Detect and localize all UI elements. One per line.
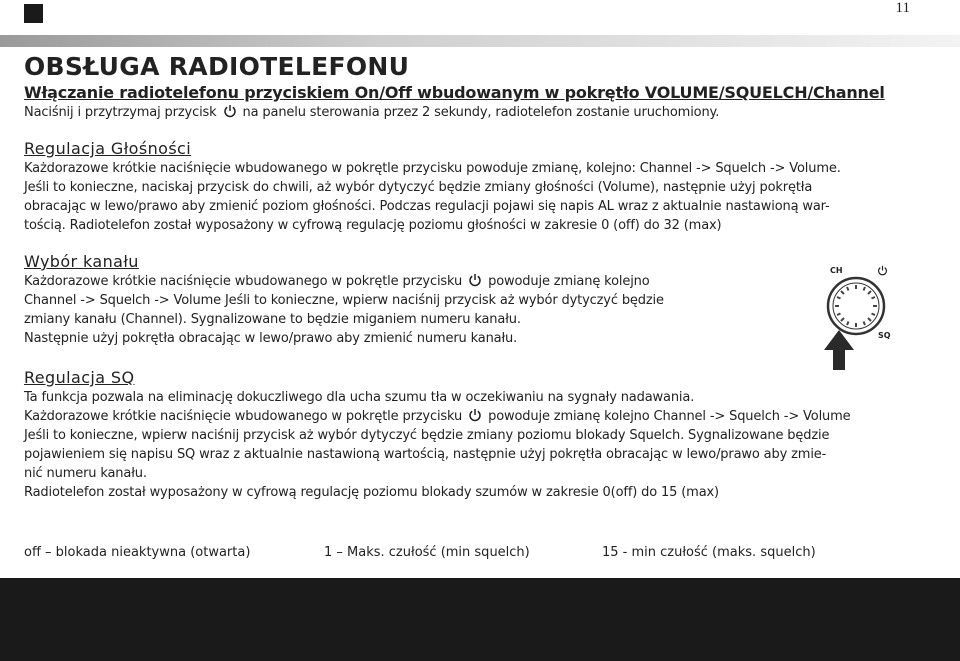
power-icon xyxy=(468,273,482,287)
channel-heading: Wybór kanału xyxy=(24,252,139,271)
sq-line: Radiotelefon został wyposażony w cyfrową regulację poziomu blokady szumów w zakresie 0(off) do 15 (max) xyxy=(24,485,719,500)
footer-bar xyxy=(0,578,960,661)
sq-line: Ta funkcja pozwala na eliminację dokuczliwego dla ucha szumu tła w oczekiwaniu na sygnały nadawania. xyxy=(24,390,695,405)
sq-line: pojawieniem się napisu SQ wraz z aktualnie nastawioną wartością, następnie użyj pokrętła obracając w lewo/prawo aby zmie- xyxy=(24,447,827,462)
corner-marker xyxy=(24,4,43,23)
power-icon xyxy=(468,408,482,422)
page-content xyxy=(24,52,939,502)
sq-line: Jeśli to konieczne, wpierw naciśnij przycisk aż wybór dytyczyć będzie zmiany poziomu blokady Squelch. Sygnalizowane będzie xyxy=(24,428,830,443)
volume-line: Jeśli to konieczne, naciskaj przycisk do chwili, aż wybór dytyczyć będzie zmiany głośności (Volume), następnie użyj pokrętła xyxy=(24,180,813,195)
knob-icon xyxy=(826,276,886,336)
channel-line: zmiany kanału (Channel). Sygnalizowane to będzie miganiem numeru kanału. xyxy=(24,312,521,327)
volume-line: Każdorazowe krótkie naciśnięcie wbudowanego w pokrętle przycisku powoduje zmianę, kolejno: Channel -> Squelch -> Volume. xyxy=(24,161,841,176)
arrow-up-icon xyxy=(824,330,854,370)
legend-fifteen: 15 - min czułość (maks. squelch) xyxy=(602,545,816,560)
power-heading: Włączanie radiotelefonu przyciskiem On/Off wbudowanym w pokrętło VOLUME/SQUELCH/Channel xyxy=(24,83,885,102)
channel-line: Channel -> Squelch -> Volume Jeśli to konieczne, wpierw naciśnij przycisk aż wybór dytyczyć będzie xyxy=(24,293,664,308)
power-instruction: Naciśnij i przytrzymaj przycisk na panelu sterowania przez 2 sekundy, radiotelefon zostanie uruchomiony. xyxy=(24,105,720,120)
volume-line: obracając w lewo/prawo aby zmienić poziom głośności. Podczas regulacji pojawi się napis AL wraz z aktualnie nastawioną war- xyxy=(24,199,830,214)
power-icon xyxy=(223,104,237,118)
header-gradient-bar xyxy=(0,35,960,47)
sq-heading: Regulacja SQ xyxy=(24,368,135,387)
ch-label: CH xyxy=(830,266,843,275)
sq-label: SQ xyxy=(878,331,891,340)
sq-line: Każdorazowe krótkie naciśnięcie wbudowanego w pokrętle przycisku powoduje zmianę kolejno Channel -> Squelch -> Volume xyxy=(24,409,851,424)
channel-line: Każdorazowe krótkie naciśnięcie wbudowanego w pokrętle przycisku powoduje zmianę kolejno xyxy=(24,274,650,289)
sq-line: nić numeru kanału. xyxy=(24,466,147,481)
page-number: 11 xyxy=(895,0,910,16)
legend-one: 1 – Maks. czułość (min squelch) xyxy=(324,545,530,560)
page-title: OBSŁUGA RADIOTELEFONU xyxy=(24,52,410,81)
volume-line: tością. Radiotelefon został wyposażony w cyfrową regulację poziomu głośności w zakresie 0 (off) do 32 (max) xyxy=(24,218,722,233)
volume-heading: Regulacja Głośności xyxy=(24,139,192,158)
channel-line: Następnie użyj pokrętła obracając w lewo/prawo aby zmienić numeru kanału. xyxy=(24,331,518,346)
knob-diagram xyxy=(820,262,900,372)
power-icon xyxy=(877,265,888,276)
legend-off: off – blokada nieaktywna (otwarta) xyxy=(24,545,251,560)
